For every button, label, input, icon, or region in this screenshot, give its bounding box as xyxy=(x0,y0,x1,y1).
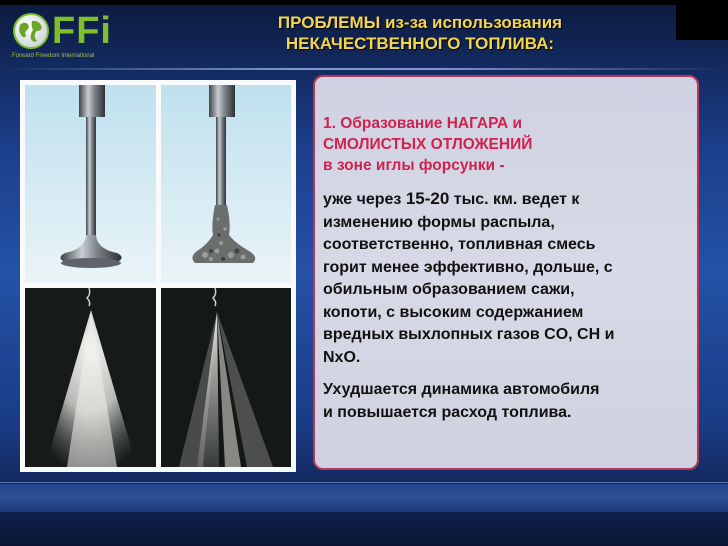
title-line-1: ПРОБЛЕМЫ из-за использования xyxy=(277,13,563,32)
title-line-2: НЕКАЧЕСТВЕННОГО ТОПЛИВА: xyxy=(285,34,555,53)
bottom-divider xyxy=(0,482,728,483)
top-border xyxy=(0,0,728,5)
fouled-needle-photo xyxy=(161,85,291,283)
clean-needle-photo xyxy=(25,85,156,283)
heading-line: 1. Образование НАГАРА и xyxy=(323,115,523,132)
body-line: Ухудшается динамика автомобиля xyxy=(323,381,600,398)
body-line: NxO. xyxy=(323,348,361,366)
body-line: изменению формы распыла, xyxy=(323,213,555,231)
heading-line: в зоне иглы форсунки - xyxy=(323,157,505,174)
consequence-paragraph xyxy=(323,379,687,424)
body-line: обильным образованием сажи, xyxy=(323,281,575,298)
slide-title xyxy=(200,12,640,54)
bottom-band xyxy=(0,484,728,512)
logo-text: FFi xyxy=(52,10,112,52)
body-line xyxy=(323,188,687,212)
problem-body xyxy=(323,188,687,424)
body-text: уже через xyxy=(323,191,406,208)
body-line: горит менее эффективно, дольше, с xyxy=(323,258,613,276)
body-line: и повышается расход топлива. xyxy=(323,403,572,421)
bad-spray-photo xyxy=(161,288,291,467)
corner-black-block xyxy=(676,0,728,40)
body-line: копоти, с высоким содержанием xyxy=(323,303,584,321)
globe-icon xyxy=(12,12,50,50)
body-text: тыс. км. ведет к xyxy=(449,191,580,208)
problem-description-panel xyxy=(313,75,699,470)
problem-heading xyxy=(323,113,687,176)
heading-line: СМОЛИСТЫХ ОТЛОЖЕНИЙ xyxy=(323,136,533,153)
body-line: соответственно, топливная смесь xyxy=(323,236,596,253)
mileage-value: 15-20 xyxy=(405,189,450,208)
header-divider xyxy=(0,68,728,70)
injector-photo-collage xyxy=(20,80,296,472)
ffi-logo xyxy=(12,10,124,62)
logo-tagline: Forward Freedom International xyxy=(12,53,95,59)
good-spray-photo xyxy=(25,288,156,467)
body-line: вредных выхлопных газов CO, CH и xyxy=(323,326,615,343)
